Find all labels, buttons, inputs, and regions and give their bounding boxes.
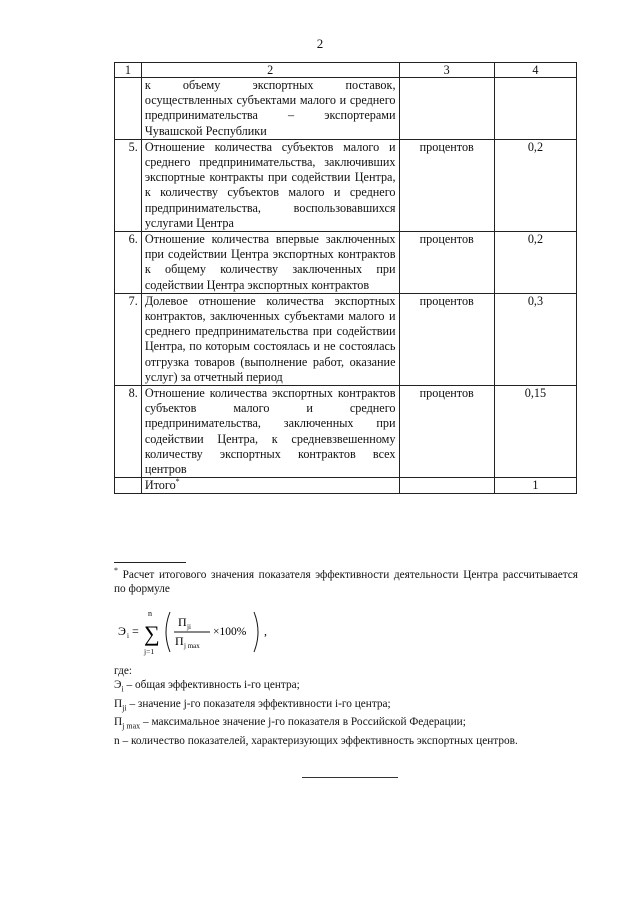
definition-line — [114, 715, 584, 733]
header-col-3: 3 — [399, 63, 494, 78]
total-unit-cell — [399, 478, 494, 494]
row-number: 6. — [115, 232, 142, 294]
formula-lhs: Э — [118, 624, 126, 638]
indicators-table — [114, 62, 577, 494]
formula-sigma: ∑ — [144, 621, 160, 646]
row-value: 0,15 — [494, 386, 576, 478]
bottom-separator — [302, 777, 398, 778]
table-row — [115, 78, 577, 140]
efficiency-formula — [118, 604, 318, 660]
row-text: Отношение количества впервые заключенных при содействии Центра экспортных контрактов к общему количеству заключенных при содействии Центра экспортных контрактов — [141, 232, 399, 294]
definition-text: – максимальное значение j-го показателя в Российской Федерации; — [140, 716, 466, 729]
formula-lhs-sub: i — [127, 632, 129, 640]
row-text: к объему экспортных поставок, осуществленных субъектами малого и среднего предпринимательства – экспортерами Чувашской Республики — [141, 78, 399, 140]
row-value: 0,2 — [494, 232, 576, 294]
footnote — [114, 568, 578, 597]
definition-line — [114, 734, 584, 748]
definition-line — [114, 697, 584, 715]
definition-symbol: П — [114, 697, 123, 710]
formula-right-paren — [254, 612, 258, 652]
row-unit: процентов — [399, 139, 494, 231]
footnote-text: Расчет итогового значения показателя эффективности деятельности Центра рассчитывается по формуле — [114, 569, 578, 596]
definition-text: – количество показателей, характеризующих эффективность экспортных центров. — [119, 734, 518, 747]
row-unit — [399, 78, 494, 140]
page-number: 2 — [316, 36, 324, 51]
row-text: Отношение количества субъектов малого и среднего предпринимательства, заключивших экспортные контракты при содействии Центра, к количеству субъектов малого и среднего предпринимательства, воспользовавшихся услугами Центра — [141, 139, 399, 231]
formula-numerator-sub: ji — [187, 623, 191, 631]
definition-text: – значение j-го показателя эффективности i-го центра; — [126, 697, 391, 710]
table-row — [115, 293, 577, 385]
variable-definitions — [114, 664, 584, 748]
definition-line — [114, 678, 584, 696]
formula-sum-upper: n — [148, 609, 152, 618]
definition-subscript: j max — [122, 721, 141, 731]
formula-left-paren — [166, 612, 170, 652]
formula-denominator: П — [175, 634, 184, 648]
total-star: * — [175, 477, 180, 487]
where-intro: где: — [114, 665, 132, 677]
formula-denominator-sub: j max — [184, 642, 200, 650]
definition-symbol: n — [114, 734, 120, 747]
formula-times: ×100% — [213, 626, 247, 638]
row-unit: процентов — [399, 386, 494, 478]
table-row — [115, 139, 577, 231]
row-number: 5. — [115, 139, 142, 231]
row-unit: процентов — [399, 293, 494, 385]
table-row — [115, 386, 577, 478]
total-label-cell — [141, 478, 399, 494]
row-number: 8. — [115, 386, 142, 478]
definition-symbol: П — [114, 716, 123, 729]
footnote-separator — [114, 562, 186, 563]
table-row — [115, 232, 577, 294]
definition-text: – общая эффективность i-го центра; — [123, 679, 300, 692]
definition-symbol: Э — [114, 679, 122, 692]
row-number — [115, 78, 142, 140]
formula-comma: , — [264, 624, 267, 638]
row-value — [494, 78, 576, 140]
definition-subscript: ji — [122, 702, 127, 712]
formula-numerator: П — [178, 615, 187, 629]
total-label: Итого — [144, 478, 176, 493]
definition-subscript: i — [121, 684, 124, 694]
row-text: Отношение количества экспортных контрактов субъектов малого и среднего предпринимательства, заключенных при содействии Центра, к средневзвешенному количеству экспортных контрактов всех центров — [141, 386, 399, 478]
formula-sum-lower: j=1 — [144, 647, 155, 656]
total-value: 1 — [494, 478, 576, 494]
header-col-1: 1 — [115, 63, 142, 78]
table-total-row — [115, 478, 577, 494]
row-text: Долевое отношение количества экспортных контрактов, заключенных субъектами малого и среднего предпринимательства при содействии Центра, по которым состоялась и не состоялась отгрузка товаров (выполнение работ, оказание услуг) за отчетный период — [141, 293, 399, 385]
total-number-cell — [115, 478, 142, 494]
row-unit: процентов — [399, 232, 494, 294]
footnote-star: * — [114, 566, 118, 576]
formula-equals: = — [132, 624, 139, 638]
table-header-row — [115, 63, 577, 78]
row-value: 0,3 — [494, 293, 576, 385]
row-number: 7. — [115, 293, 142, 385]
header-col-2: 2 — [141, 63, 399, 78]
row-value: 0,2 — [494, 139, 576, 231]
header-col-4: 4 — [494, 63, 576, 78]
